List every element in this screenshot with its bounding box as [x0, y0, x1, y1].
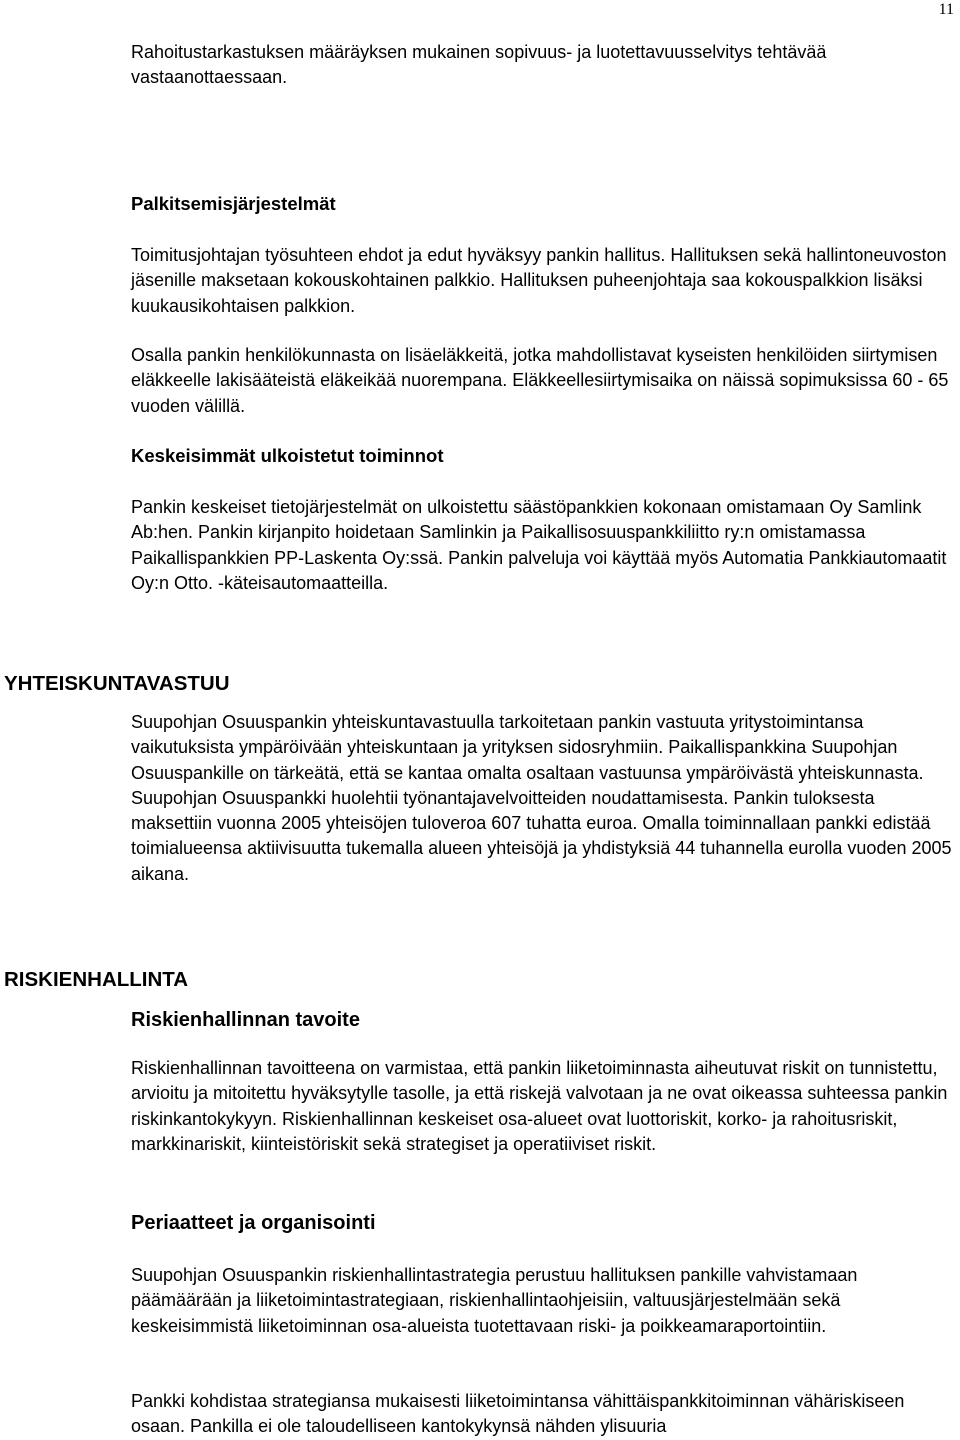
page-number: 11 [938, 1, 954, 18]
riskienhallinta-text-3: Pankki kohdistaa strategiansa mukaisesti liiketoimintansa vähittäispankkitoiminnan vähäriskiseen osaan. Pankilla ei ole taloudelliseen kantokykynsä nähden ylisuuria [131, 1391, 905, 1437]
palkitsemis-paragraph-1 [131, 243, 957, 319]
ulkoistetut-text: Pankin keskeiset tietojärjestelmät on ulkoistettu säästöpankkien kokonaan omistamaan Oy Samlink Ab:hen. Pankin kirjanpito hoidetaan Samlinkin ja Paikallisosuuspankkiliitto ry:n omistamassa Paikallispankkien PP-Laskenta Oy:ssä. Pankin palveluja voi käyttää myös Automatia Pankkiautomaatit Oy:n Otto. -käteisautomaatteilla. [131, 497, 947, 593]
yhteiskuntavastuu-text: Suupohjan Osuuspankin yhteiskuntavastuulla tarkoitetaan pankin vastuuta yritystoimintansa vaikutuksista ympäröivään yhteiskuntaan ja yrityksen sidosryhmiin. Paikallispankkina Suupohjan Osuuspankille on tärkeätä, että se kantaa omalta osaltaan vastuunsa ympäröivästä yhteiskunnasta. Suupohjan Osuuspankki huolehtii työnantajavelvoitteiden noudattamisesta. Pankin tuloksesta maksettiin vuonna 2005 yhteisöjen tuloveroa 607 tuhatta euroa. Omalla toiminnallaan pankki edistää toimialueensa aktiivisuutta tukemalla alueen yhteisöjä ja yhdistyksiä 44 tuhannella eurolla vuoden 2005 aikana. [131, 712, 952, 884]
intro-paragraph [131, 40, 957, 91]
main-heading-riskienhallinta: RISKIENHALLINTA [4, 968, 189, 991]
main-heading-yhteiskuntavastuu: YHTEISKUNTAVASTUU [4, 672, 230, 695]
section-heading-palkitsemis: Palkitsemisjärjestelmät [131, 193, 336, 214]
riskienhallinta-paragraph-3 [131, 1389, 957, 1440]
riskienhallinta-text-2: Suupohjan Osuuspankin riskienhallintastrategia perustuu hallituksen pankille vahvistamaan päämäärään ja liiketoimintastrategiaan, riskienhallintaohjeisiin, valtuusjärjestelmään sekä keskeisimmistä liiketoiminnan osa-alueista tuotettavaan riski- ja poikkeamaraportointiin. [131, 1265, 858, 1336]
palkitsemis-text-2: Osalla pankin henkilökunnasta on lisäeläkkeitä, jotka mahdollistavat kyseisten henkilöiden siirtymisen eläkkeelle lakisääteistä eläkeikää nuorempana. Eläkkeellesiirtymisaika on näissä sopimuksissa 60 - 65 vuoden välillä. [131, 345, 949, 416]
intro-text: Rahoitustarkastuksen määräyksen mukainen sopivuus- ja luotettavuusselvitys tehtävää vastaanottaessaan. [131, 42, 827, 88]
subheading-tavoite: Riskienhallinnan tavoite [131, 1009, 360, 1031]
ulkoistetut-paragraph [131, 495, 957, 596]
subheading-periaatteet: Periaatteet ja organisointi [131, 1212, 376, 1234]
riskienhallinta-text-1: Riskienhallinnan tavoitteena on varmistaa, että pankin liiketoiminnasta aiheutuvat riskit on tunnistettu, arvioitu ja mitoitettu hyväksytylle tasolle, ja että riskejä valvotaan ja ne ovat oikeassa suhteessa pankin riskinkantokykyyn. Riskienhallinnan keskeiset osa-alueet ovat luottoriskit, korko- ja rahoitusriskit, markkinariskit, kiinteistöriskit sekä strategiset ja operatiiviset riskit. [131, 1058, 948, 1154]
section-heading-ulkoistetut: Keskeisimmät ulkoistetut toiminnot [131, 445, 444, 466]
riskienhallinta-paragraph-1 [131, 1056, 957, 1157]
palkitsemis-paragraph-2 [131, 343, 957, 419]
riskienhallinta-paragraph-2 [131, 1263, 957, 1339]
yhteiskuntavastuu-paragraph [131, 710, 957, 887]
palkitsemis-text-1: Toimitusjohtajan työsuhteen ehdot ja edut hyväksyy pankin hallitus. Hallituksen sekä hallintoneuvoston jäsenille maksetaan kokouskohtainen palkkio. Hallituksen puheenjohtaja saa kokouspalkkion lisäksi kuukausikohtaisen palkkion. [131, 245, 947, 316]
